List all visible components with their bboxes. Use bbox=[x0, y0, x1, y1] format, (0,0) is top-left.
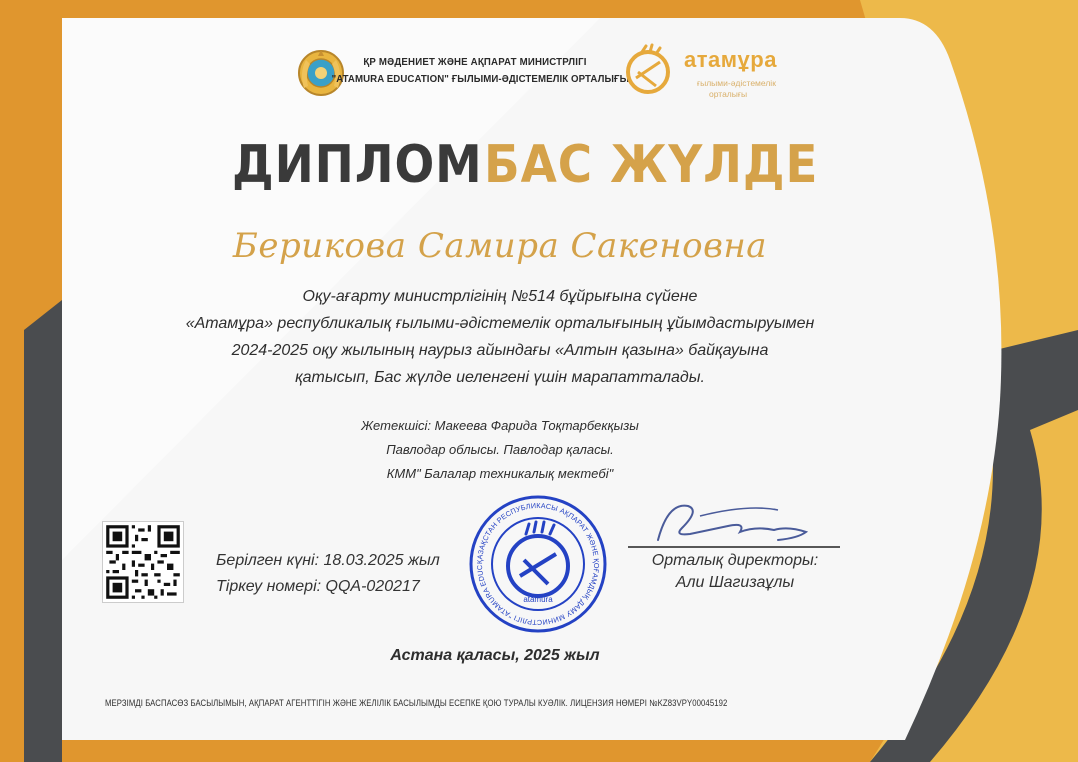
supervisor-line: Жетекшісі: Макеева Фарида Тоқтарбекқызы bbox=[361, 418, 639, 433]
qr-code-icon[interactable] bbox=[102, 521, 184, 603]
brand-subtitle-2: орталығы bbox=[709, 89, 748, 99]
body-line: қатысып, Бас жүлде иеленгені үшін марапатталады. bbox=[295, 369, 705, 386]
diploma-title: ДИПЛОМ bbox=[232, 135, 483, 195]
license-note: МЕРЗІМДІ БАСПАСӨЗ БАСЫЛЫМЫН, АҚПАРАТ АГЕНТТІГІН ЖӘНЕ ЖЕЛІЛІК БАСЫЛЫМДЫ ЕСЕПКЕ ҚОЮ ТУРАЛЫ КУӘЛІК. ЛИЦЕНЗИЯ НӨМЕРІ №KZ83VPY00045192 bbox=[105, 698, 728, 708]
school-line: КММ" Балалар техникалық мектебі" bbox=[386, 466, 614, 481]
official-stamp-icon bbox=[468, 494, 608, 634]
body-line: 2024-2025 оқу жылының наурыз айындағы «Алтын қазына» байқауына bbox=[231, 342, 769, 359]
recipient-name: Берикова Самира Сакеновна bbox=[232, 226, 768, 266]
issue-date: Берілген күні: 18.03.2025 жыл bbox=[216, 552, 440, 569]
signature-icon bbox=[628, 496, 840, 552]
region-line: Павлодар облысы. Павлодар қаласы. bbox=[386, 442, 614, 457]
director-name: Али Шагизаұлы bbox=[675, 574, 795, 591]
registration-number: Тіркеу номері: QQA-020217 bbox=[216, 578, 420, 595]
ministry-line-2: "ATAMURA EDUCATION" ҒЫЛЫМИ-ӘДІСТЕМЕЛІК ОРТАЛЫҒЫ bbox=[331, 73, 630, 85]
city-year: Астана қаласы, 2025 жыл bbox=[390, 647, 600, 664]
stamp-ring-text: ҚАЗАҚСТАН РЕСПУБЛИКАСЫ АҚПАРАТ ЖӘНЕ ҚОҒАМДЫҚ ДАМУ МИНИСТРЛІГІ "ATAMURA EDUC bbox=[474, 500, 602, 628]
atamura-logo-icon bbox=[620, 42, 676, 98]
brand-name: атамұра bbox=[684, 47, 777, 72]
award-title: БАС ЖҮЛДЕ bbox=[484, 135, 819, 195]
stamp-center-text: atamura bbox=[523, 595, 553, 604]
director-title: Орталық директоры: bbox=[651, 552, 819, 569]
brand-subtitle-1: ғылыми-әдістемелік bbox=[697, 78, 776, 88]
body-line: «Атамұра» республикалық ғылыми-әдістемелік орталығының ұйымдастыруымен bbox=[185, 315, 815, 332]
ministry-line-1: ҚР МӘДЕНИЕТ ЖӘНЕ АҚПАРАТ МИНИСТРЛІГІ bbox=[363, 56, 587, 68]
body-line: Оқу-ағарту министрлігінің №514 бұйрығына сүйене bbox=[302, 288, 698, 305]
